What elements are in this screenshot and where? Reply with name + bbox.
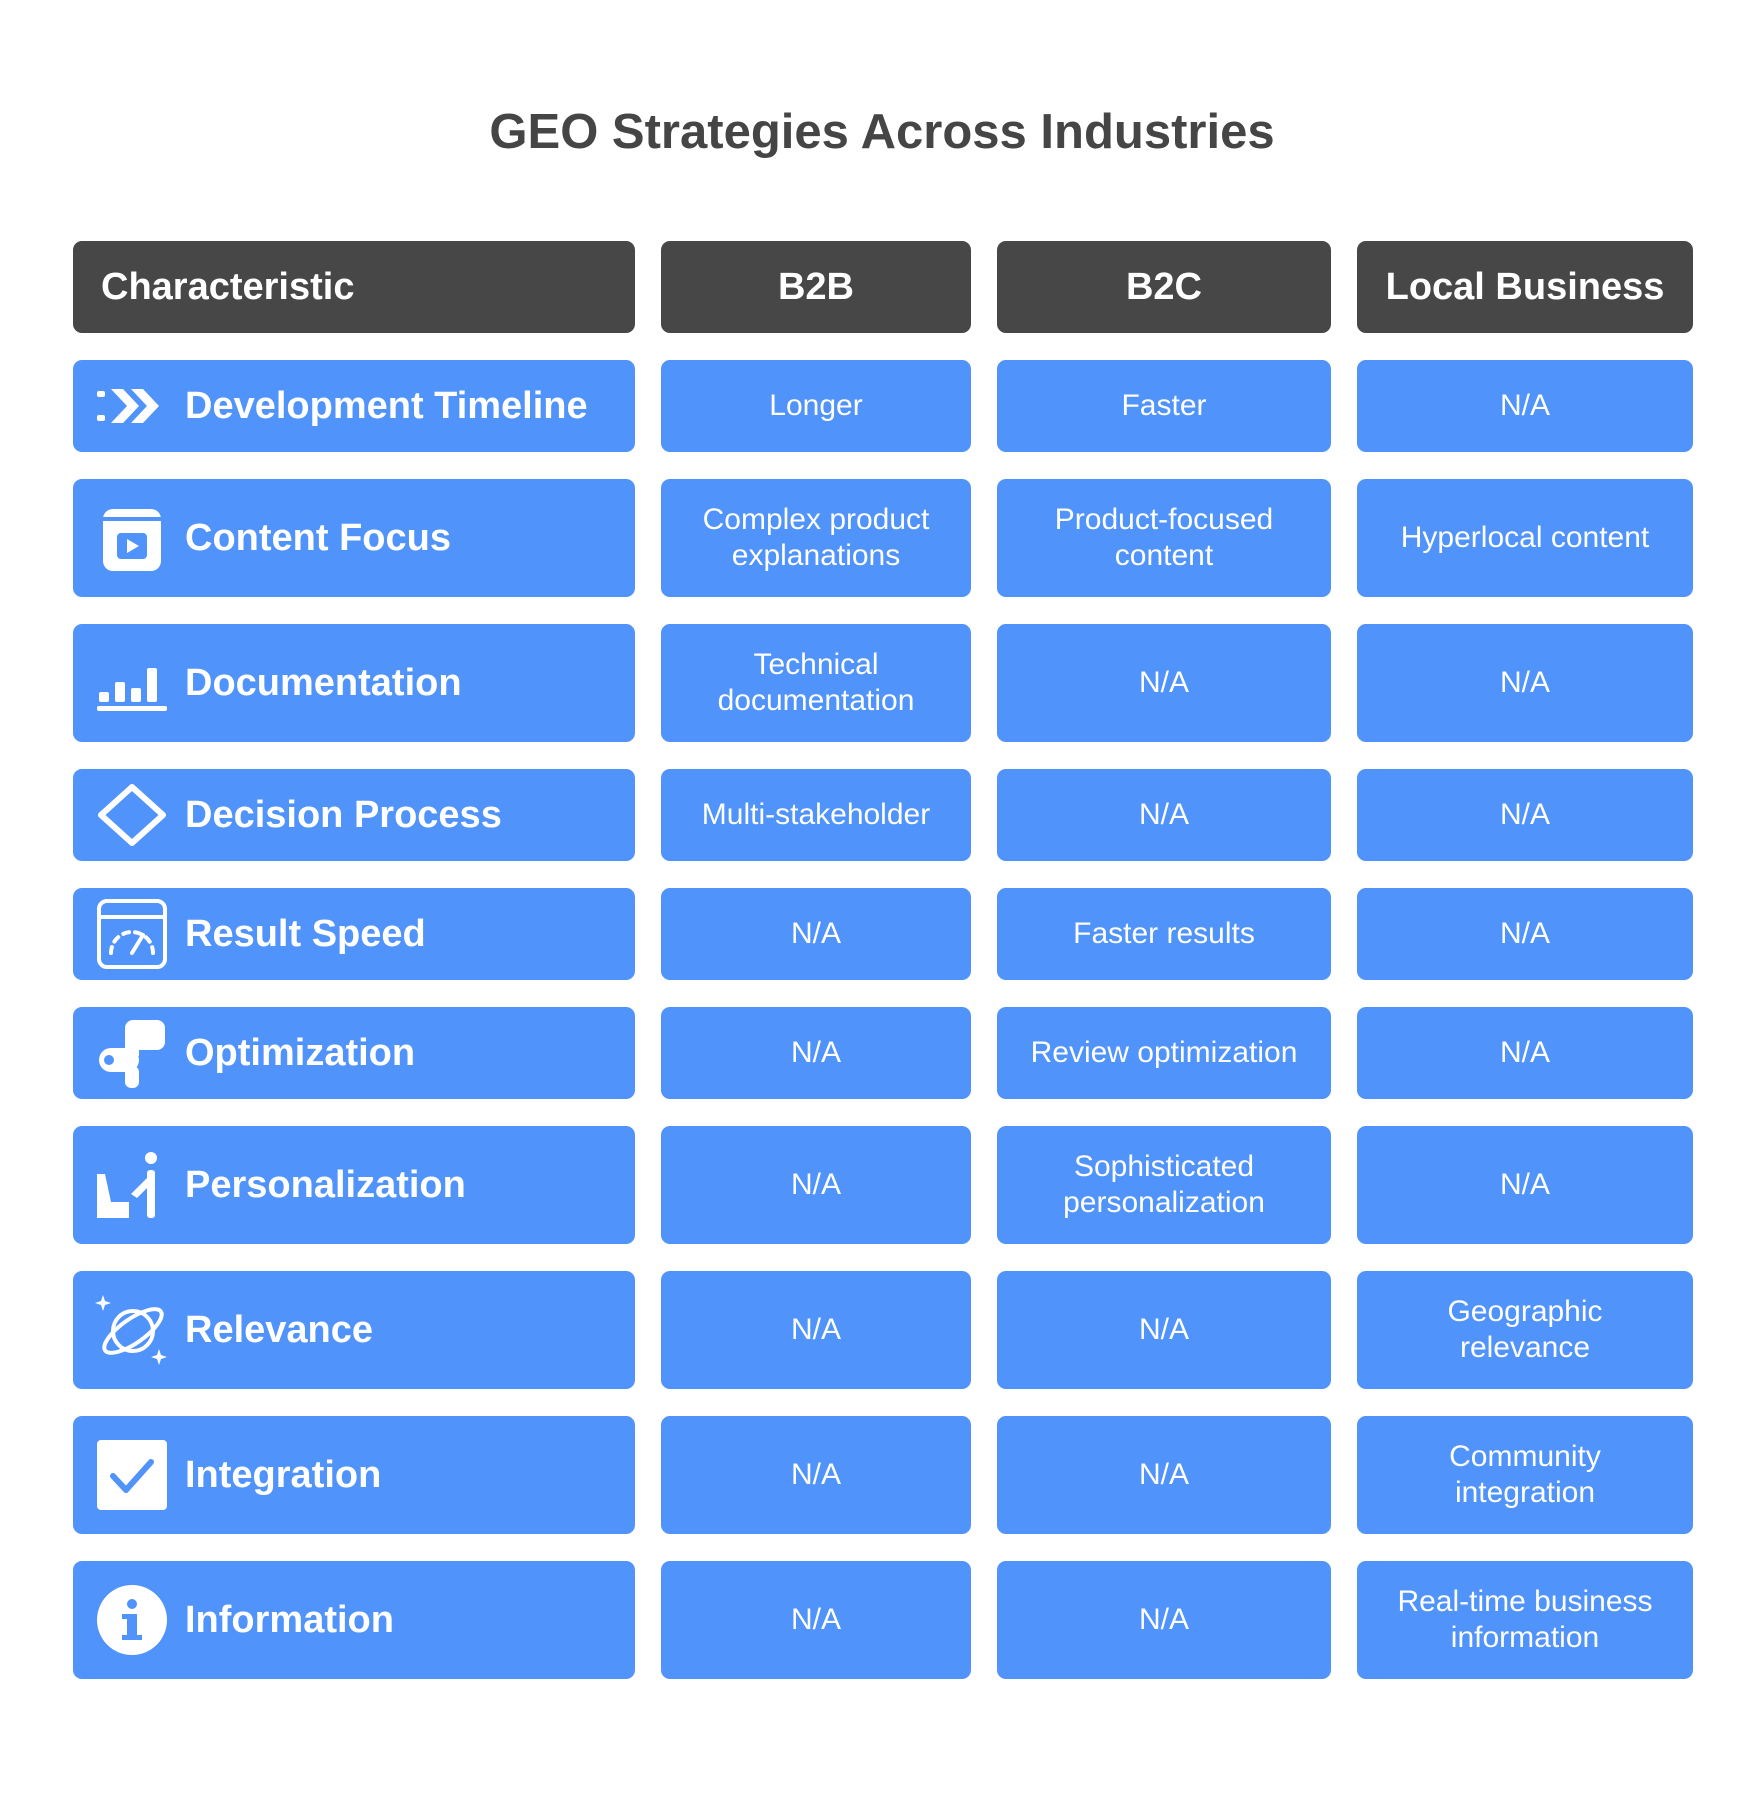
row-label: Content Focus [185,517,451,559]
table-row [73,1561,1693,1679]
b2c-cell: N/A [997,1561,1331,1679]
double-chevron-icon [95,369,169,443]
table-row [73,479,1693,597]
checkbox-icon [95,1438,169,1512]
row-label: Information [185,1599,394,1641]
b2c-cell: Faster results [997,888,1331,980]
local-business-cell: N/A [1357,360,1693,452]
row-label: Documentation [185,662,462,704]
local-business-cell: N/A [1357,1126,1693,1244]
b2c-cell: N/A [997,624,1331,742]
table-row [73,1126,1693,1244]
table-row [73,1007,1693,1099]
table-row [73,624,1693,742]
row-label: Development Timeline [185,385,588,427]
table-row [73,360,1693,452]
b2c-cell: Product-focused content [997,479,1331,597]
header-local-business: Local Business [1357,241,1693,333]
row-label-cell [73,624,635,742]
b2c-cell: Faster [997,360,1331,452]
b2b-cell: Multi-stakeholder [661,769,971,861]
local-business-cell: N/A [1357,769,1693,861]
b2b-cell: N/A [661,1416,971,1534]
local-business-cell: Hyperlocal content [1357,479,1693,597]
b2c-cell: Review optimization [997,1007,1331,1099]
header-b2b: B2B [661,241,971,333]
row-label-cell [73,769,635,861]
b2b-cell: Longer [661,360,971,452]
diamond-icon [95,778,169,852]
person-at-desk-icon [95,1148,169,1222]
paint-roller-icon [95,1016,169,1090]
row-label-cell [73,1007,635,1099]
header-row [73,241,1693,333]
local-business-cell: N/A [1357,1007,1693,1099]
row-label-cell [73,1416,635,1534]
b2b-cell: N/A [661,1126,971,1244]
info-circle-icon [95,1583,169,1657]
b2b-cell: N/A [661,1561,971,1679]
row-label-cell [73,1561,635,1679]
row-label-cell [73,1126,635,1244]
row-label: Decision Process [185,794,502,836]
speedometer-window-icon [95,897,169,971]
table-row [73,1271,1693,1389]
b2b-cell: N/A [661,888,971,980]
table-row [73,888,1693,980]
row-label-cell [73,1271,635,1389]
row-label: Relevance [185,1309,374,1351]
bar-chart-icon [95,646,169,720]
local-business-cell: Geographic relevance [1357,1271,1693,1389]
row-label: Result Speed [185,913,426,955]
row-label: Optimization [185,1032,416,1074]
header-characteristic: Characteristic [73,241,635,333]
b2b-cell: N/A [661,1007,971,1099]
row-label-cell [73,479,635,597]
b2c-cell: N/A [997,1271,1331,1389]
play-document-icon [95,501,169,575]
page-title: GEO Strategies Across Industries [489,105,1275,159]
local-business-cell: Real-time business information [1357,1561,1693,1679]
row-label-cell [73,360,635,452]
table-row [73,1416,1693,1534]
b2c-cell: N/A [997,769,1331,861]
planet-sparkle-icon [95,1293,169,1367]
row-label-cell [73,888,635,980]
header-b2c: B2C [997,241,1331,333]
b2c-cell: N/A [997,1416,1331,1534]
b2b-cell: N/A [661,1271,971,1389]
b2c-cell: Sophisticated personalization [997,1126,1331,1244]
table-row [73,769,1693,861]
row-label: Integration [185,1454,382,1496]
row-label: Personalization [185,1164,466,1206]
b2b-cell: Complex product explanations [661,479,971,597]
local-business-cell: N/A [1357,624,1693,742]
local-business-cell: N/A [1357,888,1693,980]
b2b-cell: Technical documentation [661,624,971,742]
local-business-cell: Community integration [1357,1416,1693,1534]
